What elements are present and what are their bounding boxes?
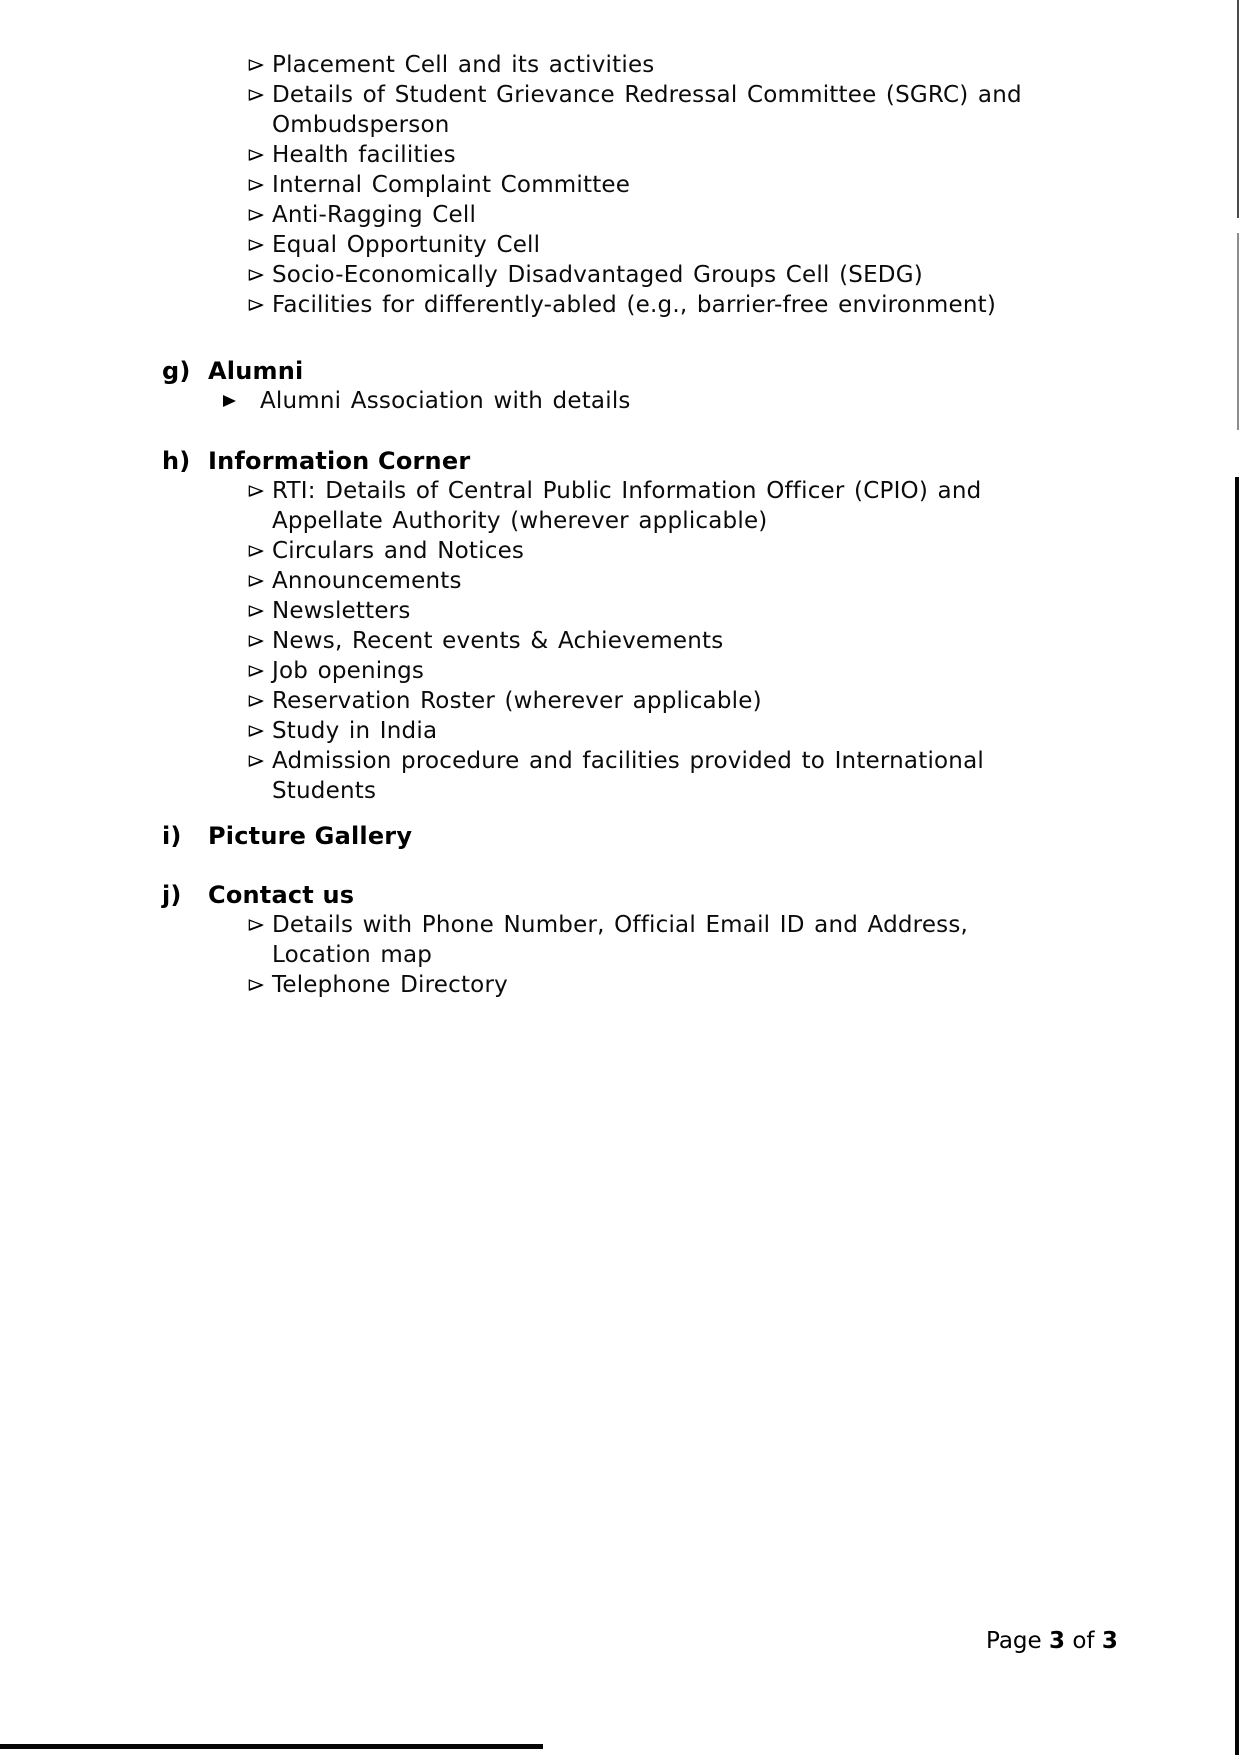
list-item-text-wrap: Appellate Authority (wherever applicable) — [272, 508, 768, 534]
list-item-text: Facilities for differently-abled (e.g., barrier-free environment) — [272, 292, 996, 318]
total-pages: 3 — [1101, 1628, 1118, 1654]
list-item-text-wrap: Ombudsperson — [272, 112, 450, 138]
arrowhead-bullet-icon — [248, 978, 264, 992]
arrowhead-bullet-icon — [248, 208, 264, 222]
arrowhead-bullet-icon — [248, 268, 264, 282]
list-item-text: Newsletters — [272, 598, 411, 624]
list-item — [248, 716, 1100, 746]
list-item — [248, 656, 1100, 686]
page-number-footer — [986, 1627, 1118, 1655]
list-item — [248, 746, 1100, 806]
list-item — [222, 386, 1102, 416]
arrowhead-bullet-icon — [248, 148, 264, 162]
list-item — [248, 476, 1100, 536]
page-label: Page — [986, 1628, 1042, 1654]
list-item — [248, 50, 1100, 80]
list-item — [248, 626, 1100, 656]
section-heading-picture-gallery — [162, 821, 1240, 851]
list-item-text: Placement Cell and its activities — [272, 52, 655, 78]
section-letter: h) — [162, 447, 191, 475]
bottom-edge-bar — [0, 1744, 543, 1749]
alumni-list — [222, 386, 1102, 416]
list-item-text: Telephone Directory — [272, 972, 508, 998]
list-item — [248, 686, 1100, 716]
right-edge-line-top — [1237, 0, 1239, 218]
list-item-text: RTI: Details of Central Public Information Officer (CPIO) and — [272, 478, 982, 504]
arrowhead-bullet-icon — [248, 238, 264, 252]
arrowhead-bullet-icon — [248, 58, 264, 72]
arrowhead-bullet-icon — [248, 604, 264, 618]
arrowhead-bullet-icon — [248, 664, 264, 678]
section-title: Alumni — [208, 357, 304, 385]
right-edge-line-bottom — [1235, 477, 1239, 1755]
arrowhead-bullet-icon — [248, 754, 264, 768]
section-title: Picture Gallery — [208, 822, 413, 850]
arrowhead-bullet-icon — [248, 298, 264, 312]
list-item — [248, 536, 1100, 566]
section-title: Contact us — [208, 881, 355, 909]
list-item — [248, 596, 1100, 626]
arrowhead-bullet-icon — [248, 694, 264, 708]
list-item-text: Circulars and Notices — [272, 538, 525, 564]
arrowhead-bullet-icon — [248, 484, 264, 498]
list-item — [248, 260, 1100, 290]
list-item-text: Announcements — [272, 568, 462, 594]
list-item-text: Job openings — [272, 658, 425, 684]
section-letter: g) — [162, 357, 191, 385]
list-item-text: Anti-Ragging Cell — [272, 202, 477, 228]
list-item-text: Details with Phone Number, Official Email ID and Address, — [272, 912, 969, 938]
section-title: Information Corner — [208, 447, 471, 475]
section-heading-information-corner — [162, 446, 1240, 476]
list-item — [248, 970, 1100, 1000]
list-item-text: Study in India — [272, 718, 438, 744]
list-item-text: Health facilities — [272, 142, 456, 168]
list-item-text: Equal Opportunity Cell — [272, 232, 541, 258]
right-edge-line-middle — [1237, 233, 1239, 430]
arrowhead-bullet-icon — [248, 918, 264, 932]
arrowhead-bullet-icon — [248, 634, 264, 648]
section-letter: j) — [162, 881, 182, 909]
list-item — [248, 910, 1100, 970]
facilities-list — [248, 50, 1100, 320]
list-item — [248, 566, 1100, 596]
arrowhead-bullet-icon — [248, 724, 264, 738]
list-item — [248, 170, 1100, 200]
list-item-text: Internal Complaint Committee — [272, 172, 631, 198]
list-item-text: Reservation Roster (wherever applicable) — [272, 688, 762, 714]
arrowhead-bullet-icon — [248, 574, 264, 588]
list-item — [248, 200, 1100, 230]
list-item-text-wrap: Location map — [272, 942, 433, 968]
section-heading-contact-us — [162, 880, 1240, 910]
list-item-text: Details of Student Grievance Redressal Committee (SGRC) and — [272, 82, 1022, 108]
triangle-bullet-icon — [222, 394, 237, 408]
arrowhead-bullet-icon — [248, 88, 264, 102]
of-label: of — [1072, 1628, 1095, 1654]
arrowhead-bullet-icon — [248, 544, 264, 558]
page-content — [0, 50, 1240, 1000]
list-item — [248, 80, 1100, 140]
contact-list — [248, 910, 1100, 1000]
list-item — [248, 230, 1100, 260]
section-heading-alumni — [162, 356, 1240, 386]
list-item — [248, 290, 1100, 320]
arrowhead-bullet-icon — [248, 178, 264, 192]
information-corner-list — [248, 476, 1100, 806]
list-item-text: Admission procedure and facilities provided to International — [272, 748, 984, 774]
section-letter: i) — [162, 822, 182, 850]
list-item-text: Socio-Economically Disadvantaged Groups Cell (SEDG) — [272, 262, 923, 288]
page-number: 3 — [1049, 1628, 1066, 1654]
list-item — [248, 140, 1100, 170]
list-item-text-wrap: Students — [272, 778, 377, 804]
list-item-text: Alumni Association with details — [260, 388, 631, 414]
list-item-text: News, Recent events & Achievements — [272, 628, 724, 654]
